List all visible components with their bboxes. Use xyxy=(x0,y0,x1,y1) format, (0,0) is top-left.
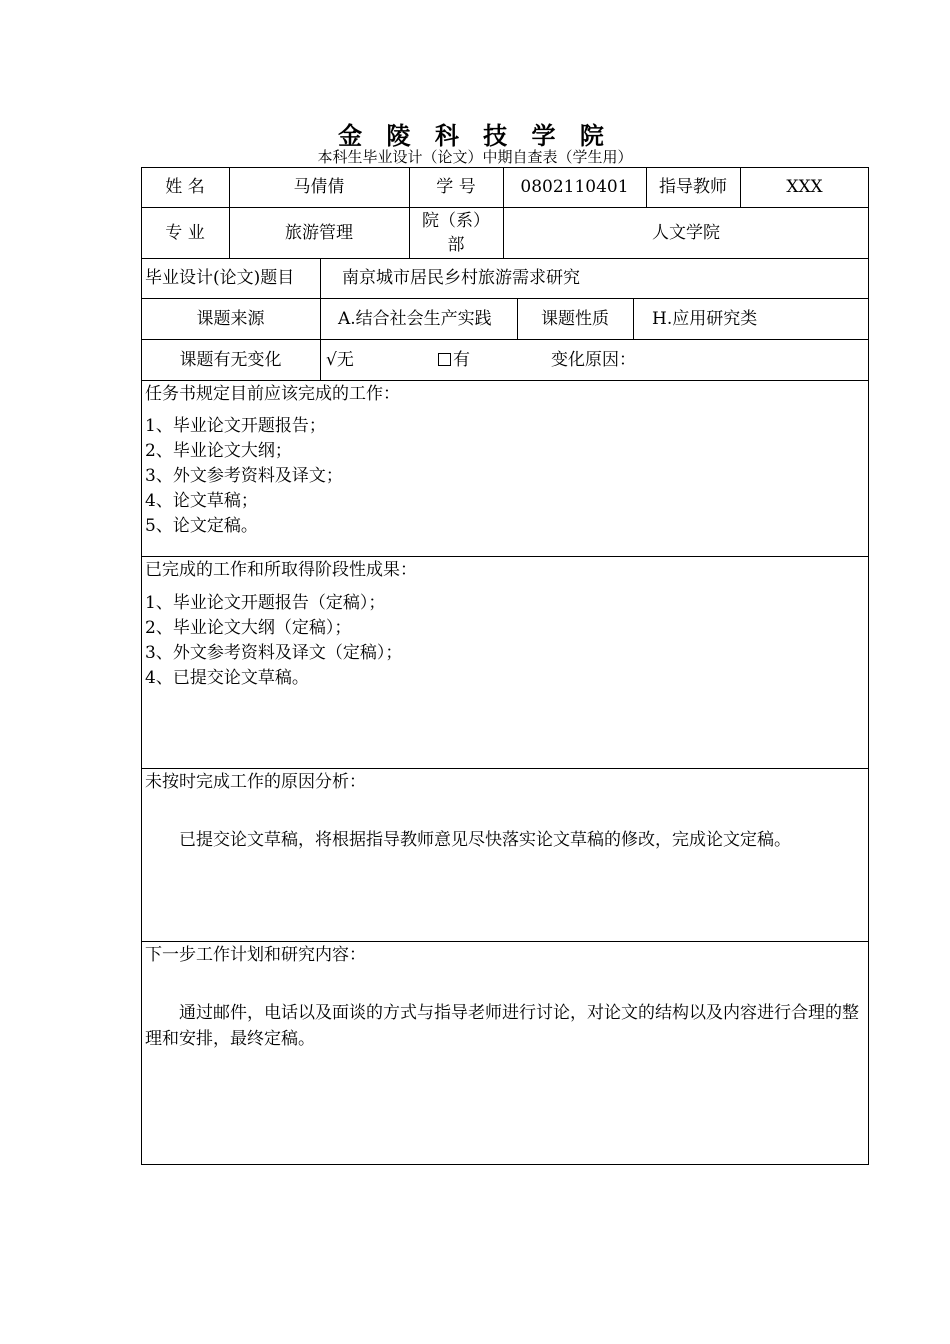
name-value: 马倩倩 xyxy=(293,177,345,197)
form-title: 本科生毕业设计（论文）中期自查表（学生用） xyxy=(317,148,633,166)
topic-value: 南京城市居民乡村旅游需求研究 xyxy=(342,268,580,288)
completed-work-heading: 已完成的工作和所取得阶段性成果： xyxy=(145,560,417,580)
source-value: A.结合社会生产实践 xyxy=(338,309,492,329)
change-reason-label: 变化原因： xyxy=(551,350,636,370)
nature-label: 课题性质 xyxy=(541,309,609,329)
advisor-label: 指导教师 xyxy=(659,177,727,197)
advisor-value: XXX xyxy=(786,177,823,197)
required-work-heading: 任务书规定目前应该完成的工作： xyxy=(145,384,400,404)
name-label: 姓 名 xyxy=(165,177,205,197)
topic-label: 毕业设计(论文)题目 xyxy=(145,268,295,288)
delay-analysis-text: 已提交论文草稿，将根据指导教师意见尽快落实论文草稿的修改，完成论文定稿。 xyxy=(179,830,791,850)
institution-title: 金 陵 科 技 学 院 xyxy=(338,122,612,150)
change-option-yes xyxy=(438,349,470,371)
list-item: 3、外文参考资料及译文； xyxy=(145,466,343,486)
student-id-value: 0802110401 xyxy=(520,177,629,197)
source-label: 课题来源 xyxy=(196,309,265,329)
completed-work-list xyxy=(145,591,402,691)
list-item: 1、毕业论文开题报告（定稿）； xyxy=(145,593,386,613)
list-item: 3、外文参考资料及译文（定稿）； xyxy=(145,643,403,663)
list-item: 2、毕业论文大纲（定稿）； xyxy=(145,618,352,638)
checkbox-empty-icon xyxy=(438,353,451,366)
next-plan-text: 通过邮件，电话以及面谈的方式与指导老师进行讨论，对论文的结构以及内容进行合理的整理和安排，最终定稿。 xyxy=(145,1003,859,1049)
student-id-label: 学 号 xyxy=(436,177,476,197)
change-option-no: √无 xyxy=(326,350,354,370)
department-label-suffix: 部 xyxy=(447,235,465,255)
list-item: 4、已提交论文草稿。 xyxy=(145,668,309,688)
list-item: 5、论文定稿。 xyxy=(145,516,258,536)
list-item: 2、毕业论文大纲； xyxy=(145,441,292,461)
department-value: 人文学院 xyxy=(652,223,720,243)
department-label: 院（系） xyxy=(422,211,490,231)
change-label: 课题有无变化 xyxy=(179,350,282,370)
nature-value: H.应用研究类 xyxy=(652,309,758,329)
change-option-yes-label: 有 xyxy=(453,350,470,370)
major-label: 专 业 xyxy=(165,223,205,243)
list-item: 4、论文草稿； xyxy=(145,491,258,511)
major-value: 旅游管理 xyxy=(285,223,353,243)
delay-analysis-heading: 未按时完成工作的原因分析： xyxy=(145,772,366,792)
list-item: 1、毕业论文开题报告； xyxy=(145,416,326,436)
next-plan-heading: 下一步工作计划和研究内容： xyxy=(145,945,366,965)
required-work-list xyxy=(145,414,343,539)
